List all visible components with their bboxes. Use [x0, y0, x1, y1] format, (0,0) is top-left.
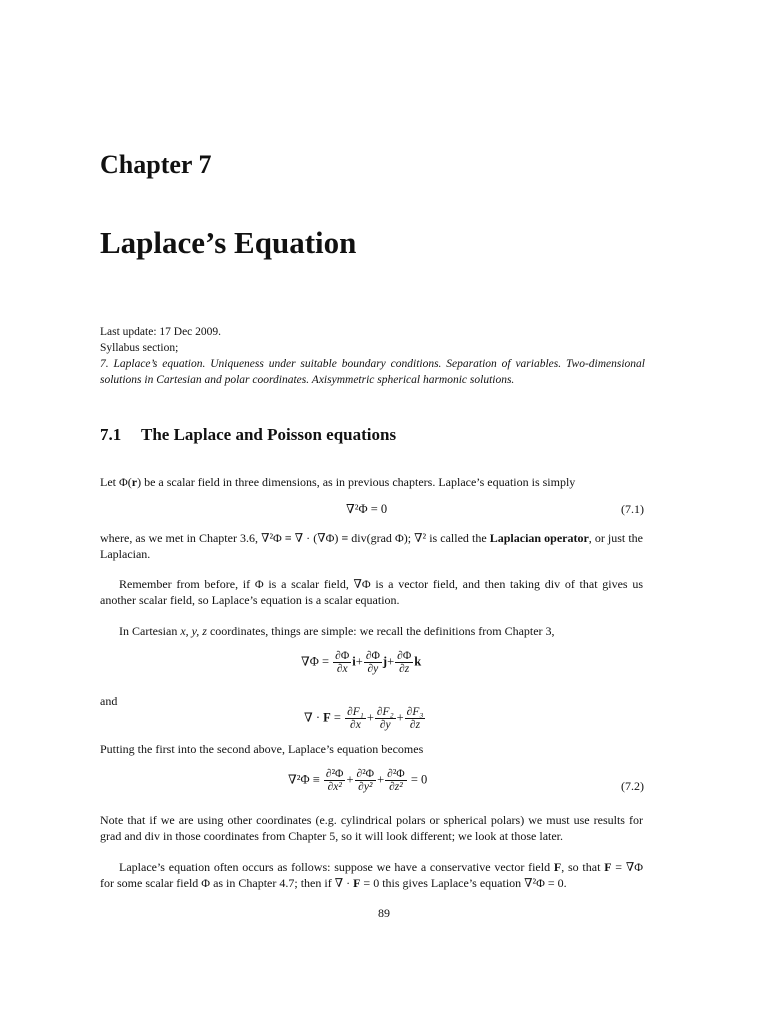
numerator: ∂²Φ — [356, 768, 375, 780]
numerator: ∂F₂ — [376, 706, 394, 718]
fraction-d2phi-dy2 — [355, 768, 377, 793]
div-lhs: ∇ · — [304, 710, 324, 725]
syllabus-label: Syllabus section; — [100, 342, 179, 354]
paragraph-other-coordinates: Note that if we are using other coordinates (e.g. cylindrical polars or spherical polars) we must use results for grad and div in those coordinates from Chapter 5, so it will look different; we look at those later. — [100, 813, 643, 843]
coordinates-math: x, y, z — [180, 624, 207, 638]
denominator: ∂z — [399, 663, 410, 675]
vector-F: F — [553, 860, 562, 874]
section-heading — [100, 425, 396, 445]
fraction-dphi-dx — [333, 650, 351, 675]
paragraph-laplacian-definition — [100, 530, 643, 562]
equation-7-2 — [288, 768, 427, 793]
text-run: where, as we met in Chapter 3.6, ∇²Φ ≡ ∇ · (∇Φ) ≡ div(grad Φ); ∇² is called the — [100, 531, 490, 545]
text-run: , or just the Laplacian. — [100, 531, 643, 561]
vector-F: F — [353, 876, 361, 890]
chapter-label: Chapter 7 — [100, 150, 212, 179]
text-run: ) be a scalar field in three dimensions, as in previous chapters. Laplace’s equation is simply — [137, 475, 576, 489]
paragraph-conservative-field — [100, 859, 643, 891]
numerator: ∂²Φ — [325, 768, 344, 780]
denominator: ∂x — [336, 663, 348, 675]
text-run: Let Φ( — [100, 475, 132, 489]
paragraph-scalar-field: Remember from before, if Φ is a scalar field, ∇Φ is a vector field, and then taking div of that gives us another scalar field, so Laplace’s equation is a scalar equation. — [100, 577, 643, 607]
fraction-dphi-dy — [364, 650, 382, 675]
syllabus-text: 7. Laplace’s equation. Uniqueness under suitable boundary conditions. Separation of variables. Two-dimensional solutions in Cartesian and polar coordinates. Axisymmetric spherical harmonic solutions. — [100, 358, 645, 386]
denominator: ∂y — [367, 663, 379, 675]
numerator: ∂Φ — [397, 650, 412, 662]
numerator: ∂Φ — [335, 650, 350, 662]
text-run: coordinates, things are simple: we recall the definitions from Chapter 3, — [206, 624, 555, 638]
vector-F: F — [604, 860, 612, 874]
vector-r: r — [131, 475, 138, 489]
text-run: , so that — [561, 860, 605, 874]
gradient-lhs: ∇Φ = — [301, 654, 330, 669]
numerator: ∂Φ — [365, 650, 380, 662]
plus-sign: + — [377, 772, 385, 787]
fraction-d2phi-dx2 — [324, 768, 346, 793]
chapter-title: Laplace’s Equation — [100, 225, 357, 260]
plus-sign: + — [355, 654, 363, 669]
denominator: ∂x² — [327, 781, 342, 793]
fraction-dF1-dx — [345, 706, 366, 731]
denominator: ∂y — [379, 719, 391, 731]
page-number: 89 — [378, 906, 390, 920]
section-title: The Laplace and Poisson equations — [141, 425, 397, 444]
text-run: = ∇Φ for some scalar field Φ as in Chapter 4.7; then if ∇ · — [100, 860, 643, 890]
fraction-d2phi-dz2 — [385, 768, 407, 793]
last-update: Last update: 17 Dec 2009. — [100, 326, 222, 338]
plus-sign: + — [387, 654, 395, 669]
paragraph-cartesian — [100, 623, 643, 639]
numerator: ∂F₁ — [347, 706, 364, 718]
denominator: ∂y² — [358, 781, 373, 793]
denominator: ∂z² — [389, 781, 403, 793]
equals-zero: = 0 — [410, 772, 428, 787]
plus-sign: + — [366, 710, 374, 725]
plus-sign: + — [396, 710, 404, 725]
unit-vector-k: k — [414, 654, 422, 669]
section-number: 7.1 — [100, 425, 122, 444]
equals-sign: = — [330, 710, 341, 725]
fraction-dF2-dy — [375, 706, 396, 731]
text-run: Laplace’s equation often occurs as follows: suppose we have a conservative vector field — [119, 860, 554, 874]
equation-number-7-2: (7.2) — [621, 779, 644, 793]
equation-divergence — [304, 706, 426, 731]
fraction-dF3-dz — [405, 706, 426, 731]
text-run: = 0 this gives Laplace’s equation ∇²Φ = 0. — [360, 876, 567, 890]
laplacian-lhs: ∇²Φ ≡ — [288, 772, 320, 787]
fraction-dphi-dz — [395, 650, 413, 675]
numerator: ∂²Φ — [387, 768, 405, 780]
paragraph-putting-together: Putting the first into the second above, Laplace’s equation becomes — [100, 742, 424, 756]
numerator: ∂F₃ — [406, 706, 424, 718]
unit-vector-j: j — [382, 654, 388, 669]
vector-F: F — [323, 710, 331, 725]
denominator: ∂x — [350, 719, 361, 731]
denominator: ∂z — [409, 719, 421, 731]
text-run: In Cartesian — [119, 624, 181, 638]
unit-vector-i: i — [352, 654, 356, 669]
paragraph-intro — [100, 474, 643, 490]
plus-sign: + — [346, 772, 354, 787]
paragraph-and: and — [100, 694, 118, 708]
equation-7-1: ∇²Φ = 0 — [346, 502, 388, 516]
laplacian-operator-term: Laplacian operator — [489, 531, 589, 545]
equation-gradient — [301, 650, 421, 675]
equation-number-7-1: (7.1) — [621, 502, 644, 516]
